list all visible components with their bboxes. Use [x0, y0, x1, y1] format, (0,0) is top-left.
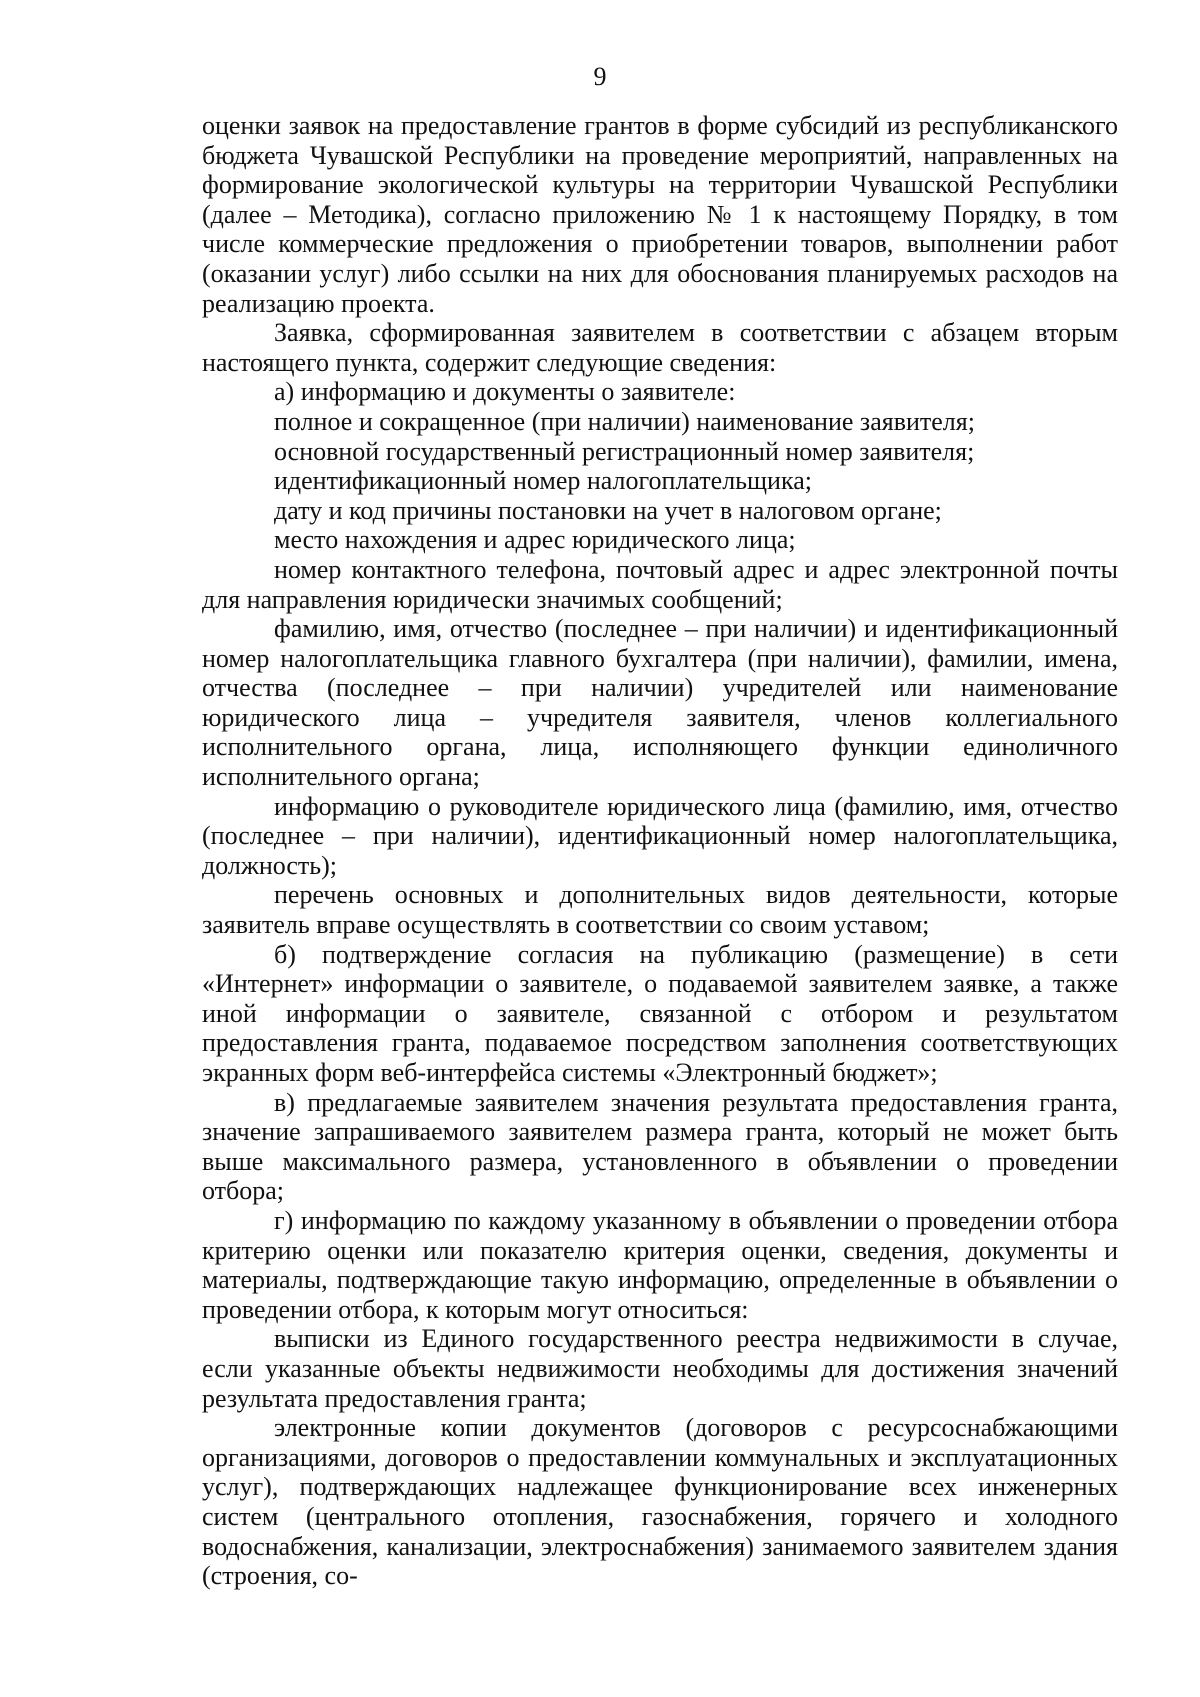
paragraph-item-a: а) информацию и документы о заявителе:: [274, 377, 736, 407]
paragraph-item-v: в) предлагаемые заявителем значения результата предоставления гранта, значение запрашиваемого заявителем размера гранта, который не может быть выше максимального размера, установленного в объявлении о проведении отбора;: [202, 1087, 1118, 1206]
paragraph-registry-extracts: выписки из Единого государственного реестра недвижимости в случае, если указанные объекты недвижимости необходимы для достижения значений результата предоставления гранта;: [202, 1324, 1118, 1413]
paragraph-item-g: г) информацию по каждому указанному в объявлении о проведении отбора критерию оценки или показателю критерия оценки, сведения, документы и материалы, подтверждающие такую информацию, определенные в объявлении о проведении отбора, к которым могут относиться:: [202, 1205, 1118, 1324]
paragraph-director-info: информацию о руководителе юридического лица (фамилию, имя, отчество (последнее – при наличии), идентификационный номер налогоплательщика, должность);: [202, 791, 1118, 880]
page-number: 9: [593, 62, 607, 91]
paragraph-accountant-founders: фамилию, имя, отчество (последнее – при наличии) и идентификационный номер налогоплательщика главного бухгалтера (при наличии), фамилии, имена, отчества (последнее – при наличии) учредителей или наименование юридического лица – учредителя заявителя, членов коллегиального исполнительного органа, лица, исполняющего функции единоличного исполнительного органа;: [202, 614, 1118, 792]
paragraph-contacts: номер контактного телефона, почтовый адрес и адрес электронной почты для направления юридически значимых сообщений;: [202, 554, 1118, 614]
paragraph-electronic-copies: электронные копии документов (договоров с ресурсоснабжающими организациями, договоров о предоставлении коммунальных и эксплуатационных услуг), подтверждающих надлежащее функционирование всех инженерных систем (центрального отопления, газоснабжения, горячего и холодного водоснабжения, канализации, электроснабжения) занимаемого заявителем здания (строения, со-: [202, 1413, 1118, 1591]
paragraph-activities: перечень основных и дополнительных видов деятельности, которые заявитель вправе осуществлять в соответствии со своим уставом;: [202, 880, 1118, 940]
paragraph-item-b: б) подтверждение согласия на публикацию (размещение) в сети «Интернет» информации о заявителе, о подаваемой заявителем заявке, а также иной информации о заявителе, связанной с отбором и результатом предоставления гранта, подаваемое посредством заполнения соответствующих экранных форм веб-интерфейса системы «Электронный бюджет»;: [202, 939, 1118, 1087]
paragraph-registration-date: дату и код причины постановки на учет в налоговом органе;: [274, 495, 942, 525]
document-body: [202, 111, 1118, 1591]
paragraph-ogrn: основной государственный регистрационный номер заявителя;: [274, 436, 975, 466]
paragraph-inn: идентификационный номер налогоплательщика;: [274, 466, 812, 496]
paragraph-continuation: оценки заявок на предоставление грантов в форме субсидий из республиканского бюджета Чувашской Республики на проведение мероприятий, направленных на формирование экологической культуры на территории Чувашской Республики (далее – Методика), согласно приложению № 1 к настоящему Порядку, в том числе коммерческие предложения о приобретении товаров, выполнении работ (оказании услуг) либо ссылки на них для обоснования планируемых расходов на реализацию проекта.: [202, 111, 1118, 318]
paragraph-application-contents: Заявка, сформированная заявителем в соответствии с абзацем вторым настоящего пункта, содержит следующие сведения:: [202, 318, 1118, 377]
paragraph-location: место нахождения и адрес юридического лица;: [274, 525, 796, 555]
paragraph-full-name: полное и сокращенное (при наличии) наименование заявителя;: [274, 406, 975, 436]
